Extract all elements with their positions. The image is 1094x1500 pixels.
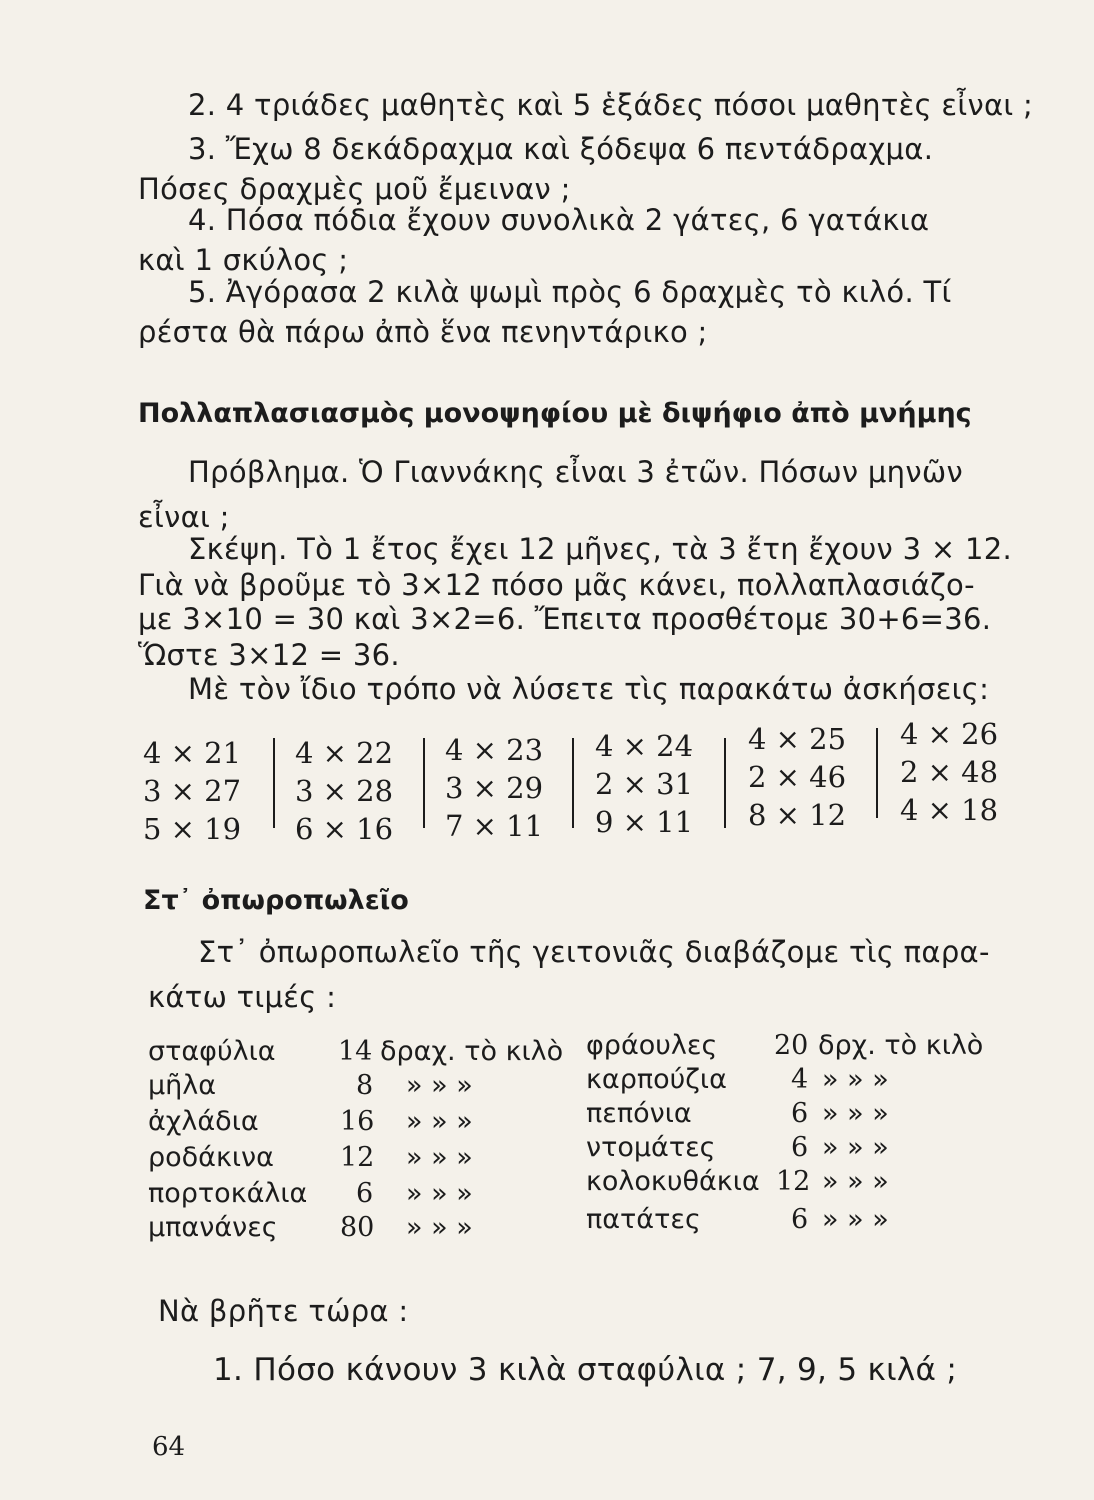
price-row [148,1178,578,1214]
find-now-text: Νὰ βρῆτε τώρα : [158,1294,409,1328]
item-unit: » » » [406,1106,473,1137]
item-unit: δρχ. τὸ κιλὸ [818,1030,984,1061]
exercise-item: 3 × 28 [295,774,394,808]
thought-text-3: με 3×10 = 30 καὶ 3×2=6. Ἔπειτα προσθέτομε 30+6=36. [138,602,992,636]
exercise-item: 4 × 24 [595,729,694,763]
item-price: 20 [774,1030,809,1061]
price-row [586,1030,996,1066]
exercise-column [143,734,283,848]
item-unit: » » » [406,1070,473,1101]
item-price: 6 [791,1098,809,1129]
thought-text: Σκέψη. Τὸ 1 ἔτος ἔχει 12 μῆνες, τὰ 3 ἔτη ἔχουν 3 × 12. [188,532,1012,566]
column-divider [876,728,878,818]
exercise-item: 4 × 26 [900,717,999,751]
column-divider [572,738,574,828]
exercise-item: 7 × 11 [445,809,544,843]
item-unit: » » » [822,1132,889,1163]
item-price: 4 [791,1064,809,1095]
exercise-item: 4 × 21 [143,736,242,770]
item-unit: δραχ. τὸ κιλὸ [380,1036,564,1067]
section-heading-fruit-shop: Στ᾿ ὀπωροπωλεῖο [143,885,409,916]
item-name: ροδάκινα [148,1142,274,1173]
problem-4-cont: καὶ 1 σκύλος ; [138,243,349,277]
exercise-item: 4 × 22 [295,736,394,770]
item-name: ἀχλάδια [148,1106,259,1137]
item-unit: » » » [406,1212,473,1243]
fruit-shop-intro: Στ᾿ ὀπωροπωλεῖο τῆς γειτονιᾶς διαβάζομε τὶς παρα- [198,935,990,969]
exercise-item: 6 × 16 [295,812,394,846]
item-price: 12 [340,1142,375,1173]
exercise-column [445,731,585,845]
section-heading-multiplication: Πολλαπλασιασμὸς μονοψηφίου μὲ διψήφιο ἀπὸ μνήμης [138,398,972,429]
exercise-item: 2 × 48 [900,755,999,789]
item-unit: » » » [406,1142,473,1173]
column-divider [724,738,726,828]
column-divider [423,738,425,828]
item-name: πορτοκάλια [148,1178,308,1209]
exercise-item: 4 × 25 [748,722,847,756]
thought-text-4: Ὥστε 3×12 = 36. [138,638,400,672]
exercise-column [595,727,735,841]
price-row [586,1064,996,1100]
problem-text-cont: εἶναι ; [138,500,230,534]
item-name: καρπούζια [586,1064,727,1095]
exercise-item: 3 × 27 [143,774,242,808]
price-row [148,1106,578,1142]
price-row [586,1166,996,1202]
column-divider [273,738,275,828]
item-name: πεπόνια [586,1098,692,1129]
item-name: σταφύλια [148,1036,276,1067]
page-number: 64 [152,1432,186,1462]
fruit-shop-intro-cont: κάτω τιμές : [148,980,337,1014]
problem-2: 2. 4 τριάδες μαθητὲς καὶ 5 ἑξάδες πόσοι μαθητὲς εἶναι ; [188,88,1034,122]
thought-text-2: Γιὰ νὰ βροῦμε τὸ 3×12 πόσο μᾶς κάνει, πολλαπλασιάζο- [138,568,975,602]
problem-3: 3. Ἔχω 8 δεκάδραχμα καὶ ξόδεψα 6 πεντάδραχμα. [188,132,934,166]
item-price: 6 [791,1132,809,1163]
item-name: μπανάνες [148,1212,278,1243]
item-name: φράουλες [586,1030,718,1061]
item-price: 6 [356,1178,374,1209]
instruction-text: Μὲ τὸν ἴδιο τρόπο νὰ λύσετε τὶς παρακάτω ἀσκήσεις: [188,672,990,706]
item-unit: » » » [822,1064,889,1095]
price-row [586,1132,996,1168]
item-price: 14 [338,1036,373,1067]
exercise-column [900,715,1040,829]
exercise-item: 8 × 12 [748,798,847,832]
item-price: 12 [776,1166,811,1197]
problem-3-cont: Πόσες δραχμὲς μοῦ ἔμειναν ; [138,172,571,206]
item-unit: » » » [822,1166,889,1197]
item-price: 6 [791,1204,809,1235]
item-unit: » » » [406,1178,473,1209]
item-unit: » » » [822,1098,889,1129]
exercise-item: 4 × 18 [900,793,999,827]
item-name: μῆλα [148,1070,217,1101]
price-row [148,1142,578,1178]
exercise-item: 9 × 11 [595,805,694,839]
price-row [586,1204,996,1240]
exercise-item: 4 × 23 [445,733,544,767]
problem-4: 4. Πόσα πόδια ἔχουν συνολικὰ 2 γάτες, 6 γατάκια [188,203,930,237]
exercise-column [295,734,435,848]
price-row [148,1070,578,1106]
item-unit: » » » [822,1204,889,1235]
exercise-item: 2 × 46 [748,760,847,794]
question-1: 1. Πόσο κάνουν 3 κιλὰ σταφύλια ; 7, 9, 5 κιλά ; [213,1352,958,1388]
price-row [148,1212,578,1248]
item-name: κολοκυθάκια [586,1166,760,1197]
problem-5-cont: ρέστα θὰ πάρω ἀπὸ ἕνα πενηντάρικο ; [138,315,708,349]
item-price: 16 [340,1106,375,1137]
item-price: 8 [356,1070,374,1101]
exercise-item: 5 × 19 [143,812,242,846]
price-row [586,1098,996,1134]
price-row [148,1036,578,1072]
problem-5: 5. Ἀγόρασα 2 κιλὰ ψωμὶ πρὸς 6 δραχμὲς τὸ κιλό. Τί [188,275,952,309]
exercise-column [748,720,888,834]
item-name: πατάτες [586,1204,701,1235]
item-name: ντομάτες [586,1132,716,1163]
exercise-item: 2 × 31 [595,767,694,801]
exercise-item: 3 × 29 [445,771,544,805]
item-price: 80 [340,1212,375,1243]
problem-text: Πρόβλημα. Ὁ Γιαννάκης εἶναι 3 ἐτῶν. Πόσων μηνῶν [188,455,963,489]
